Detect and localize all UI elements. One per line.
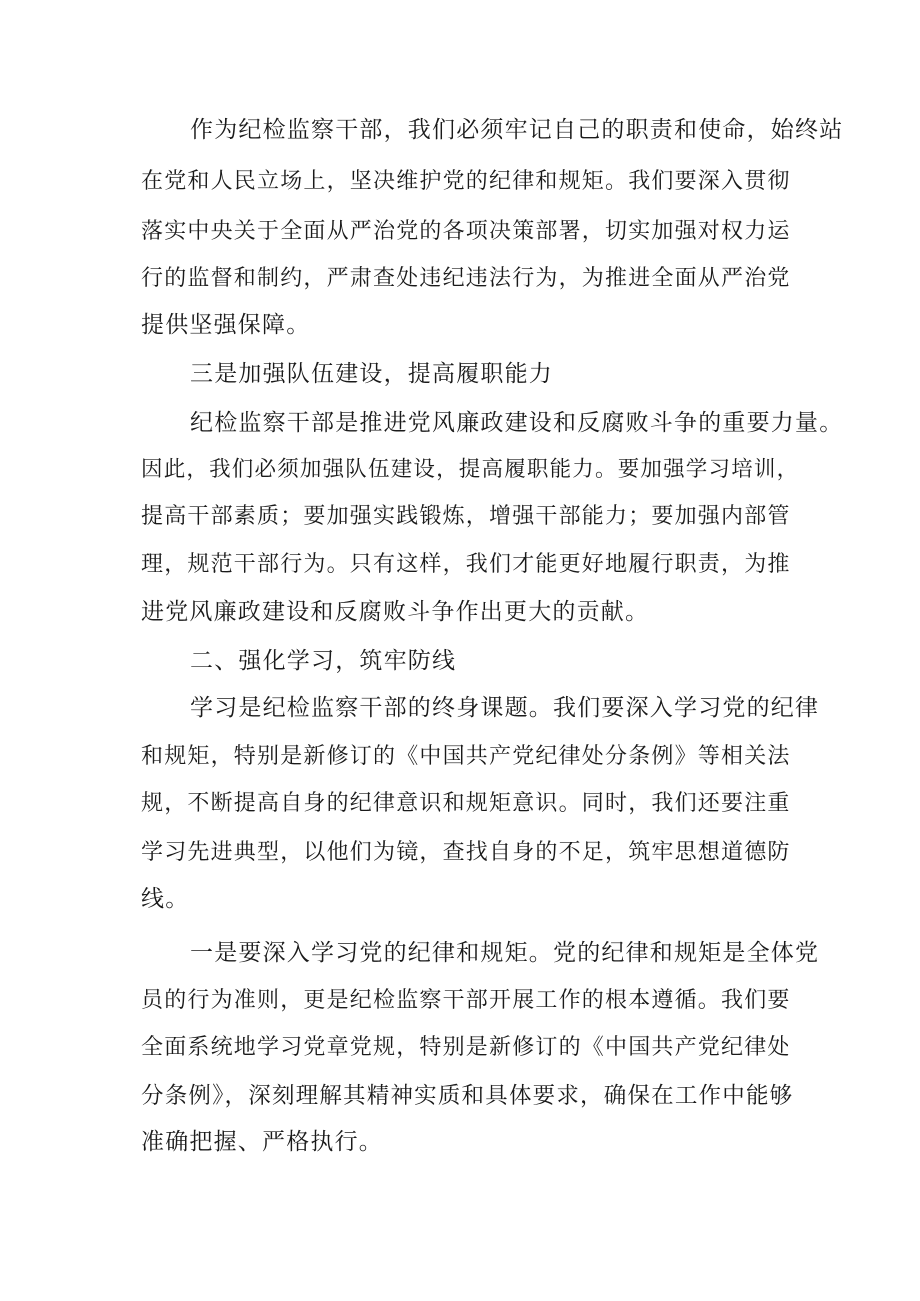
paragraph-2-line-1: 纪检监察干部是推进党风廉政建设和反腐败斗争的重要力量。 [190, 410, 844, 436]
paragraph-1-line-3: 落实中央关于全面从严治党的各项决策部署，切实加强对权力运 [141, 219, 791, 244]
section-heading-2: 二、强化学习，筑牢防线 [190, 648, 457, 674]
paragraph-1-line-1: 作为纪检监察干部，我们必须牢记自己的职责和使命，始终站 [190, 117, 844, 143]
paragraph-3-line-2: 和规矩，特别是新修订的《中国共产党纪律处分条例》等相关法 [141, 744, 791, 769]
paragraph-4-line-2: 员的行为准则，更是纪检监察干部开展工作的根本遵循。我们要 [141, 988, 791, 1013]
paragraph-3-line-1: 学习是纪检监察干部的终身课题。我们要深入学习党的纪律 [190, 695, 820, 721]
paragraph-1-line-4: 行的监督和制约，严肃查处违纪违法行为，为推进全面从严治党 [141, 266, 791, 291]
paragraph-1-line-2: 在党和人民立场上，坚决维护党的纪律和规矩。我们要深入贯彻 [141, 169, 791, 194]
paragraph-4-line-5: 准确把握、严格执行。 [141, 1129, 383, 1155]
paragraph-2-line-3: 提高干部素质；要加强实践锻炼，增强干部能力；要加强内部管 [141, 504, 791, 529]
section-heading-1: 三是加强队伍建设，提高履职能力 [190, 361, 553, 387]
paragraph-3-line-5: 线。 [141, 886, 190, 912]
paragraph-2-line-2: 因此，我们必须加强队伍建设，提高履职能力。要加强学习培训， [141, 457, 800, 482]
paragraph-4-line-1: 一是要深入学习党的纪律和规矩。党的纪律和规矩是全体党 [190, 940, 820, 966]
paragraph-3-line-3: 规，不断提高自身的纪律意识和规矩意识。同时，我们还要注重 [141, 791, 791, 816]
paragraph-4-line-3: 全面系统地学习党章党规，特别是新修订的《中国共产党纪律处 [141, 1035, 791, 1060]
paragraph-2-line-4: 理，规范干部行为。只有这样，我们才能更好地履行职责，为推 [141, 552, 791, 577]
paragraph-3-line-4: 学习先进典型，以他们为镜，查找自身的不足，筑牢思想道德防 [141, 840, 791, 865]
paragraph-2-line-5: 进党风廉政建设和反腐败斗争作出更大的贡献。 [141, 599, 650, 625]
paragraph-1-line-5: 提供坚强保障。 [141, 312, 311, 338]
paragraph-4-line-4: 分条例》，深刻理解其精神实质和具体要求，确保在工作中能够 [141, 1083, 794, 1109]
